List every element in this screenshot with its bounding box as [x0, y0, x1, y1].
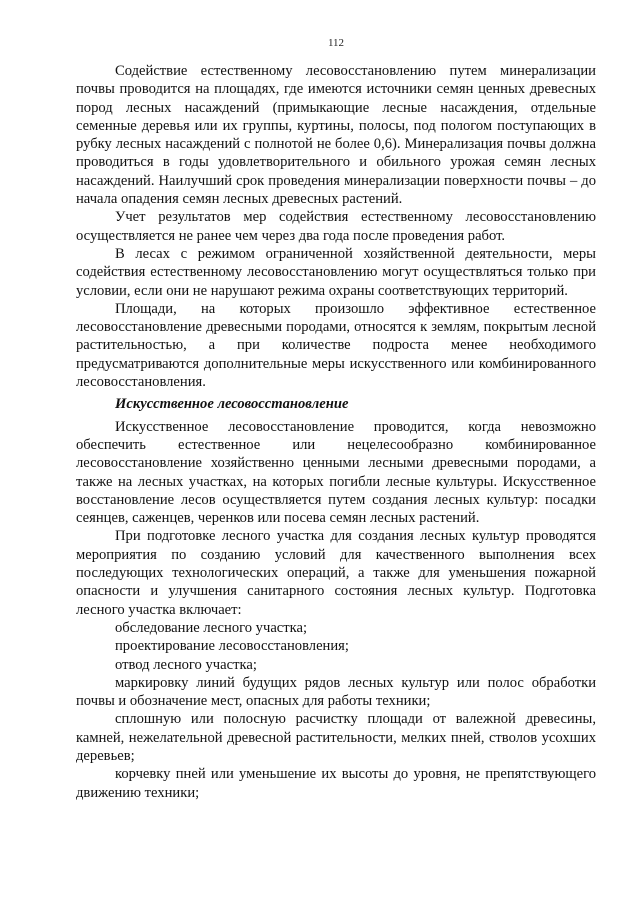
paragraph-restricted-forests: В лесах с режимом ограниченной хозяйственной деятельности, меры содействия естественному лесовосстановлению могут осуществляться только при условии, если они не нарушают режима охраны соответствующих территорий.: [76, 245, 596, 299]
document-body: [76, 62, 596, 802]
list-item: отвод лесного участка;: [115, 656, 257, 673]
list-item: маркировку линий будущих рядов лесных культур или полос обработки почвы и обозначение мест, опасных для работы техники;: [76, 674, 596, 710]
list-item: обследование лесного участка;: [115, 619, 308, 636]
list-item: проектирование лесовосстановления;: [115, 638, 349, 655]
paragraph-artificial-regeneration: Искусственное лесовосстановление проводится, когда невозможно обеспечить естественное или нецелесообразно комбинированное лесовосстановление хозяйственно ценными лесными древесными породами, а также на лесных участках, на которых погибли лесные культуры. Искусственное восстановление лесов осуществляется путем создания лесных культур: посадки сеянцев, саженцев, черенков или посева семян лесных растений.: [76, 418, 596, 527]
paragraph-mineralization: Содействие естественному лесовосстановлению путем минерализации почвы проводится на площадях, где имеются источники семян ценных древесных пород лесных насаждений (примыкающие лесные насаждения, отдельные семенные деревья или их группы, куртины, полосы, под пологом поступающих в рубку лесных насаждений с полнотой не более 0,6). Минерализация почвы должна проводиться в годы удовлетворительного и обильного урожая семян лесных насаждений. Наилучший срок проведения минерализации поверхности почвы – до начала опадения семян лесных древесных растений.: [76, 63, 596, 208]
section-heading: Искусственное лесовосстановление: [115, 396, 349, 413]
paragraph-results-accounting: Учет результатов мер содействия естественному лесовосстановлению осуществляется не ранее чем через два года после проведения работ.: [76, 209, 596, 244]
paragraph-effective-regeneration: Площади, на которых произошло эффективное естественное лесовосстановление древесными породами, относятся к землям, покрытым лесной растительностью, а при количестве подроста менее необходимого предусматриваются дополнительные меры искусственного или комбинированного лесовосстановления.: [76, 300, 596, 391]
list-item: корчевку пней или уменьшение их высоты до уровня, не препятствующего движению техники;: [76, 766, 596, 801]
list-item: сплошную или полосную расчистку площади от валежной древесины, камней, нежелательной древесной растительности, мелких пней, стволов усохших деревьев;: [76, 711, 596, 764]
page-number: 112: [327, 37, 345, 49]
paragraph-site-preparation: При подготовке лесного участка для создания лесных культур проводятся мероприятия по созданию условий для качественного выполнения всех последующих технологических операций, а также для уменьшения пожарной опасности и улучшения санитарного состояния лесных культур. Подготовка лесного участка включает:: [76, 528, 596, 618]
